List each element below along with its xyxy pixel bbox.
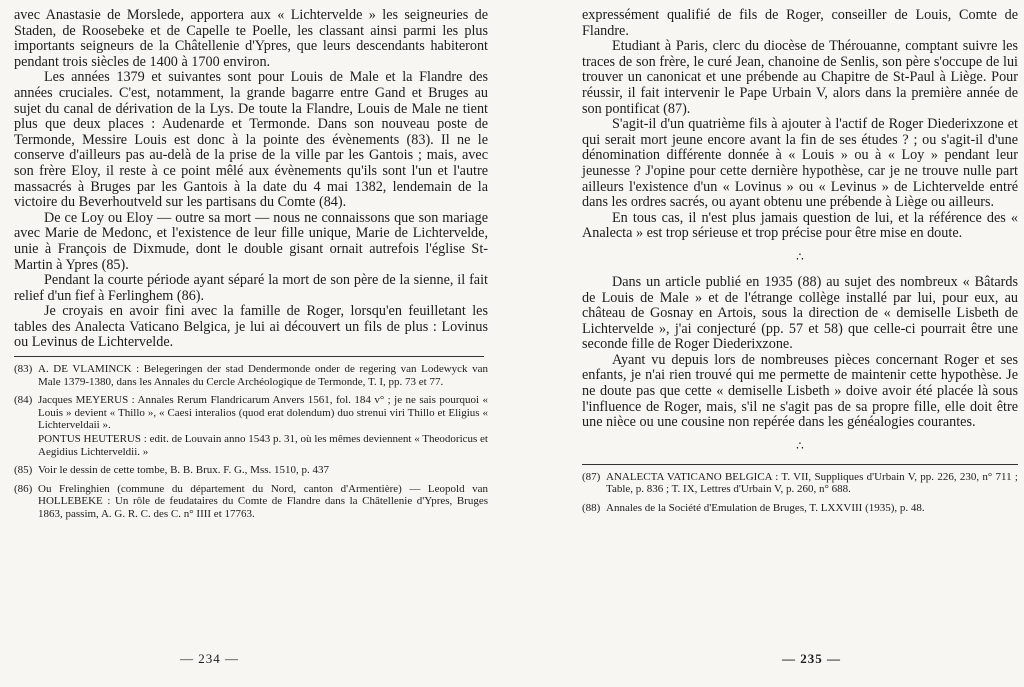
footnote-divider <box>582 464 1018 465</box>
footnote-text: Ou Frelinghien (commune du département du Nord, canton d'Armentière) — Leopold van HOLLEBEKE : Un rôle de feudataires du Comte de Flandre dans la Châtellenie d'Ypres, Bruges 1863, passim, A. G. R. C. des C. n° IIII et 17763. <box>38 482 488 520</box>
footnote-number: (88) <box>582 502 601 515</box>
footnote <box>582 502 1018 515</box>
footnote-text: Annales de la Société d'Emulation de Bruges, T. LXXVIII (1935), p. 48. <box>606 502 925 515</box>
footnote-number: (85) <box>14 464 33 477</box>
footnote-divider <box>14 356 484 357</box>
paragraph: Dans un article publié en 1935 (88) au sujet des nombreux « Bâtards de Louis de Male » et de l'étrange collège installé par lui, pour eux, au château de Gosnay en Artois, sous la direction de « demiselle Lisbeth de Lichtervelde », j'ai conjecturé (pp. 57 et 58) que celle-ci pourrait être une seconde fille de Roger Diederixzone. <box>582 273 1018 353</box>
paragraph: Les années 1379 et suivantes sont pour Louis de Male et la Flandre des années cruciales. C'est, notamment, la grande bagarre entre Gand et Bruges au sujet du canal de dérivation de la Lys. De toute la Flandre, Louis de Male ne tient plus que deux places : Audenarde et Termonde. Dans son nouveau poste de Termonde, Messire Louis est donc à la pointe des évènements (83). Il ne le conserve d'ailleurs pas au-delà de la prise de la ville par les Gantois ; mais, avec son frère Eloy, il reste à ce point mêlé aux évènements qu'ils sont l'un et l'autre massacrés à Bruges par les Gantois à la date du 4 mai 1382, lendemain de la victoire du Beverhoutveld sur les partisans du Comte (84). <box>14 69 488 211</box>
paragraph: De ce Loy ou Eloy — outre sa mort — nous ne connaissons que son mariage avec Marie de Medonc, et l'existence de leur fille unique, Marie de Lichtervelde, unie à François de Dixmude, dont le double gisant ornait autrefois l'église St-Martin à Ypres (85). <box>14 209 488 273</box>
paragraph: Pendant la courte période ayant séparé la mort de son père de la sienne, il fait relief d'un fief à Ferlinghem (86). <box>14 272 488 304</box>
left-page-body <box>14 8 488 351</box>
footnote-text: PONTUS HEUTERUS : edit. de Louvain anno 1543 p. 31, où les mêmes deviennent « Theodoricus et Aegidius Lichterveldii. » <box>38 433 488 458</box>
footnote-text: ANALECTA VATICANO BELGICA : T. VII, Suppliques d'Urbain V, pp. 226, 230, n° 711 ; Table, p. 836 ; T. IX, Lettres d'Urbain V, p. 260, n° 688. <box>606 470 1018 496</box>
paragraph: Ayant vu depuis lors de nombreuses pièces concernant Roger et ses enfants, je n'ai rien trouvé qui me permette de maintenir cette hypothèse. Je ne doute pas que cette « demiselle Lisbeth » doive avoir été placée là sous l'influence de Roger, mais, s'il ne s'agit pas de sa propre fille, elle doit être une nièce ou une cousine non repérée dans les généalogies courantes. <box>582 351 1018 431</box>
footnote <box>14 483 488 521</box>
footnote <box>582 471 1018 496</box>
footnote-number: (83) <box>14 363 33 376</box>
paragraph: Etudiant à Paris, clerc du diocèse de Thérouanne, comptant suivre les traces de son frère, le curé Jean, chanoine de Senlis, son père s'occupe de lui trouver un canonicat et une prébende au Chapitre de St-Paul à Liège. Pour réussir, il fait intervenir le Pape Urbain V, alors dans la première année de son pontificat (87). <box>582 38 1018 117</box>
footnote-number: (84) <box>14 394 33 407</box>
page-number: — 234 — <box>180 651 239 666</box>
footnote-number: (87) <box>582 470 601 483</box>
paragraph: En tous cas, il n'est plus jamais question de lui, et la référence des « Analecta » est trop sérieuse et trop précise pour être mise en doute. <box>582 209 1018 242</box>
footnote-text: A. DE VLAMINCK : Belegeringen der stad Dendermonde onder de regering van Lodewyck van Male 1379-1380, dans les Annales du Cercle Archéologique de Termonde, T. I, pp. 73 et 77. <box>38 363 488 388</box>
right-footnotes <box>582 471 1018 515</box>
footnote-number: (86) <box>14 482 33 495</box>
right-page <box>512 0 1024 687</box>
paragraph: avec Anastasie de Morslede, apportera aux « Lichtervelde » les seigneuries de Staden, de Roosebeke et de Capelle te Poelle, les classant ainsi parmi les plus importants seigneurs de la Châtellenie d'Ypres, que leurs descendants habiteront pendant trois siècles de 1400 à 1700 environ. <box>14 7 488 70</box>
paragraph: expressément qualifié de fils de Roger, conseiller de Louis, Comte de Flandre. <box>582 7 1018 39</box>
left-footnotes <box>14 363 488 521</box>
footnote-text: Jacques MEYERUS : Annales Rerum Flandricarum Anvers 1561, fol. 184 v° ; je ne sais pourquoi « Louis » devient « Thillo », « Caesi interalios (quod erat dolendum) duo strenui viri Thillo et Eligius « Lichterveldaii ». <box>38 394 488 432</box>
footnote-text: Voir le dessin de cette tombe, B. B. Brux. F. G., Mss. 1510, p. 437 <box>38 464 330 477</box>
paragraph: Je croyais en avoir fini avec la famille de Roger, lorsqu'en feuilletant les tables des Analecta Vaticano Belgica, je lui ai découvert un fils de plus : Lovinus ou Levinus de Lichtervelde. <box>14 303 488 351</box>
footnote <box>14 394 488 432</box>
footnote-continuation <box>14 433 488 458</box>
page-number: — 235 — <box>782 651 841 666</box>
right-page-body <box>582 8 1018 454</box>
paragraph: S'agit-il d'un quatrième fils à ajouter à l'actif de Roger Diederixzone et qui serait mort jeune encore avant la fin de ses études ? ; ou s'agit-il d'une dénomination différente donnée à « Louis » ou à « Loy » pendant leur jeunesse ? J'opine pour cette dernière hypothèse, car je ne trouve nulle part ailleurs l'existence d'un « Lovinus » ou « Levinus » de Lichtervelde entré dans les ordres sacrés, ou ayant obtenu une prébende à Liège ou ailleurs. <box>582 116 1018 211</box>
section-break-ornament: ∴ <box>796 249 804 264</box>
footnote <box>14 464 488 477</box>
footnote <box>14 363 488 388</box>
section-break-ornament: ∴ <box>796 438 804 453</box>
